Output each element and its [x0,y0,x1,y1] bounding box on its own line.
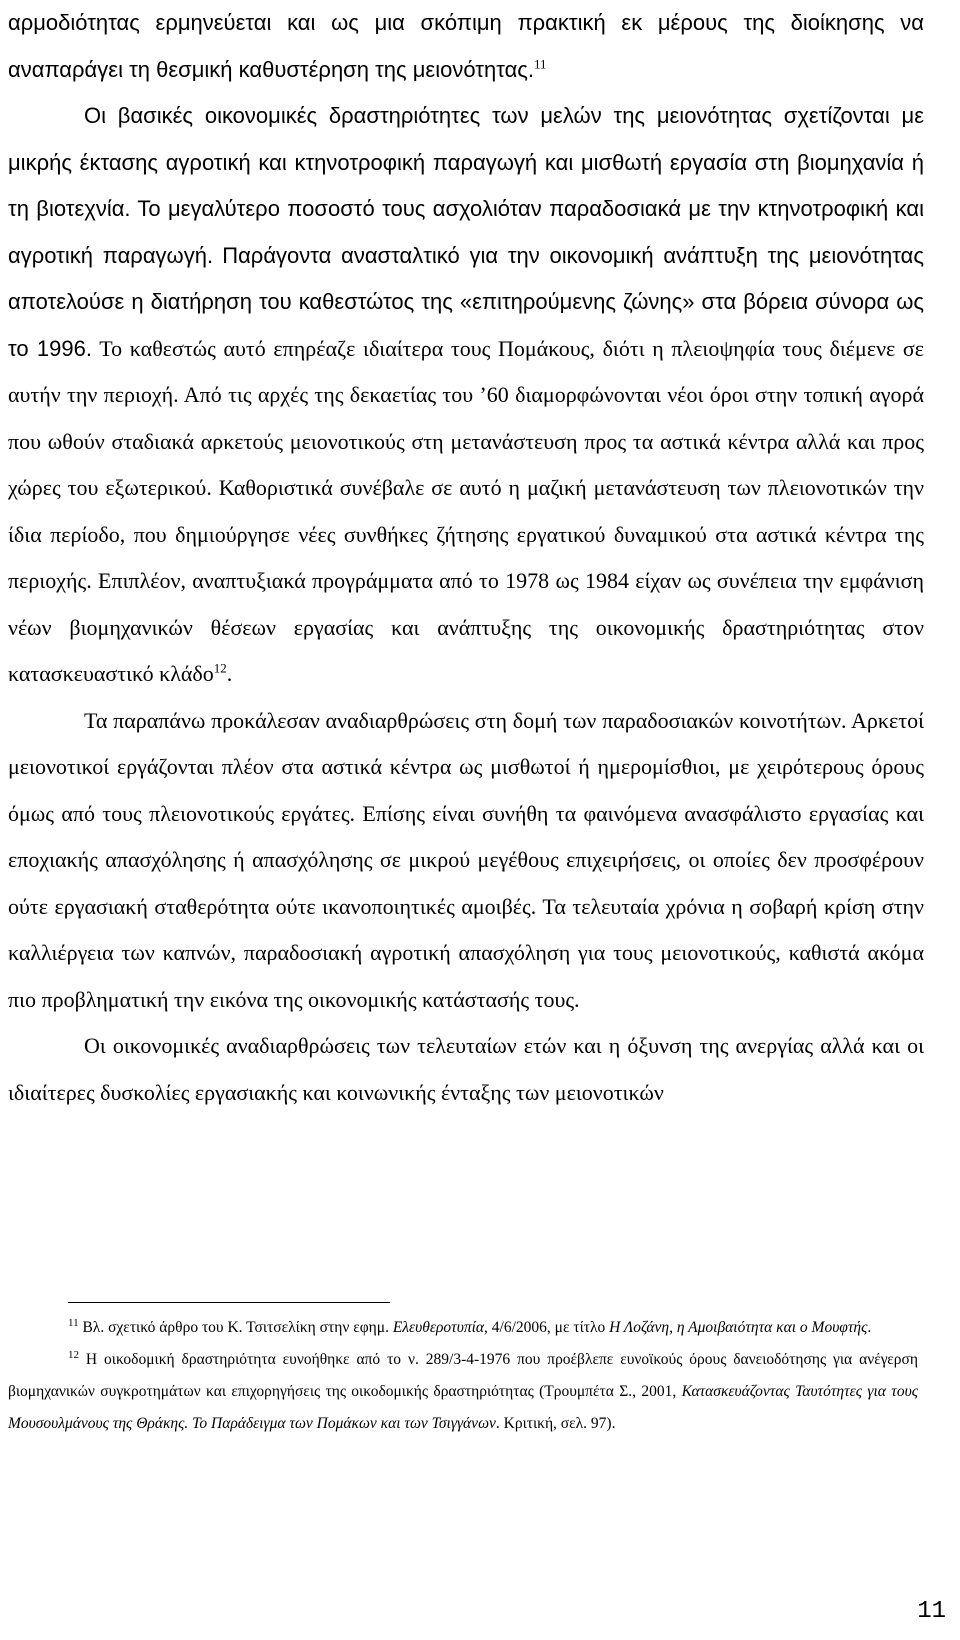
footnote-11 [8,1312,918,1344]
paragraph-2-sentence-3: Παράγοντα ανασταλτικό για την οικονομική ανάπτυξη της μειονότητας αποτελούσε η διατήρηση του καθεστώτος της «επιτηρούμενης ζώνης» στα βόρεια σύνορα ως το 1996. [8,242,924,361]
paragraph-4 [8,1023,924,1116]
footnote-11-newspaper: Ελευθεροτυπία [392,1319,485,1336]
paragraph-2-sentence-2: Το μεγαλύτερο ποσοστό τους ασχολιόταν παραδοσιακά με την κτηνοτροφική και αγροτική παραγωγή. [8,196,925,268]
paragraph-2-tail: . [226,661,233,686]
paragraph-1-text: αρμοδιότητας ερμηνεύεται και ως μια σκόπιμη πρακτική εκ μέρους της διοίκησης να αναπαράγει τη θεσμική καθυστέρηση της μειονότητας. [8,10,924,82]
paragraph-1 [8,0,924,93]
paragraph-3-sentence-3: Επίσης είναι συνήθη τα φαινόμενα ανασφάλιστο εργασίας και εποχιακής απασχόλησης ή απασχόλησης σε μικρού μεγέθους επιχειρήσεις, οι οποίες δεν προσφέρουν ούτε εργασιακή σταθερότητα ούτε ικανοποιητικές αμοιβές. [8,800,925,919]
paragraph-3 [8,698,924,1024]
paragraph-2-sentence-7: Επιπλέον, αναπτυξιακά προγράμματα από το 1978 ως 1984 είχαν ως συνέπεια την εμφάνιση νέων βιομηχανικών θέσεων εργασίας και ανάπτυξης της οικονομικής δραστηριότητας στον κατασκευαστικό κλάδο [8,568,925,686]
footnote-12-text: Η οικοδομική δραστηριότητα ευνοήθηκε από το ν. 289/3-4-1976 που προέβλεπε ευνοϊκούς όρους δανειοδότησης για ανέγερση βιομηχανικών συγκροτημάτων και επιχορηγήσεις της οικοδομικής δραστηριότητας (Τρουμπέτα Σ., 2001, [8,1351,918,1400]
footnote-ref-11: 11 [534,56,547,72]
footnote-separator [68,1302,390,1303]
body-text [8,0,924,1116]
footnote-11-text-2: , 4/6/2006, με τίτλο [484,1319,606,1336]
footnote-11-text: Βλ. σχετικό άρθρο του Κ. Τσιτσελίκη στην εφημ. [82,1319,389,1336]
paragraph-2-sentence-4: Το καθεστώς αυτό επηρέαζε ιδιαίτερα τους Πομάκους, διότι η πλειοψηφία τους διέμενε σε αυτήν την περιοχή. [8,335,925,407]
footnotes [8,1312,918,1440]
footnote-11-number: 11 [68,1316,79,1329]
document-page [8,0,924,1116]
paragraph-3-sentence-2: Αρκετοί μειονοτικοί εργάζονται πλέον στα αστικά κέντρα ως μισθωτοί ή ημερομίσθιοι, με χειρότερους όρους όμως από τους πλειονοτικούς εργάτες. [8,707,924,826]
paragraph-2-sentence-6: Καθοριστικά συνέβαλε σε αυτό η μαζική μετανάστευση των πλειονοτικών την ίδια περίοδο, που δημιούργησε νέες συνθήκες ζήτησης εργατικού δυναμικού στα αστικά κέντρα της περιοχής. [8,475,924,593]
footnote-11-article-title: Η Λοζάνη, η Αμοιβαιότητα και ο Μουφτής [609,1319,868,1336]
footnote-11-text-3: . [867,1319,872,1336]
footnote-12-number: 12 [68,1348,79,1361]
paragraph-2-sentence-1: Οι βασικές οικονομικές δραστηριότητες των μελών της μειονότητας σχετίζονται με μικρής έκτασης αγροτική και κτηνοτροφική παραγωγή και μισθωτή εργασία στη βιομηχανία ή τη βιοτεχνία. [8,103,924,221]
footnote-ref-12: 12 [213,660,227,676]
paragraph-3-sentence-1: Τα παραπάνω προκάλεσαν αναδιαρθρώσεις στη δομή των παραδοσιακών κοινοτήτων. [84,707,847,733]
paragraph-4-text: Οι οικονομικές αναδιαρθρώσεις των τελευταίων ετών και η όξυνση της ανεργίας αλλά και οι ιδιαίτερες δυσκολίες εργασιακής και κοινωνικής ένταξης των μειονοτικών [8,1033,924,1105]
footnote-12 [8,1344,918,1440]
footnote-12-book-title: Κατασκευάζοντας Ταυτότητες για τους Μουσουλμάνους της Θράκης. Το Παράδειγμα των Πομάκων και των Τσιγγάνων [8,1383,919,1432]
paragraph-2-sentence-5: Από τις αρχές της δεκαετίας του ’60 διαμορφώνονται νέοι όροι στην τοπική αγορά που ωθούν σταδιακά αρκετούς μειονοτικούς στη μετανάστευση προς τα αστικά κέντρα αλλά και προς χώρες του εξωτερικού. [8,382,924,500]
footnote-12-text-2: . Κριτική, σελ. 97). [495,1415,616,1432]
paragraph-3-sentence-4: Τα τελευταία χρόνια η σοβαρή κρίση στην καλλιέργεια των καπνών, παραδοσιακή αγροτική απασχόληση για τους μειονοτικούς, καθιστά ακόμα πιο προβληματική την εικόνα της οικονομικής κατάστασής τους. [8,893,925,1012]
paragraph-2 [8,93,924,698]
page-number: 11 [917,1598,946,1625]
